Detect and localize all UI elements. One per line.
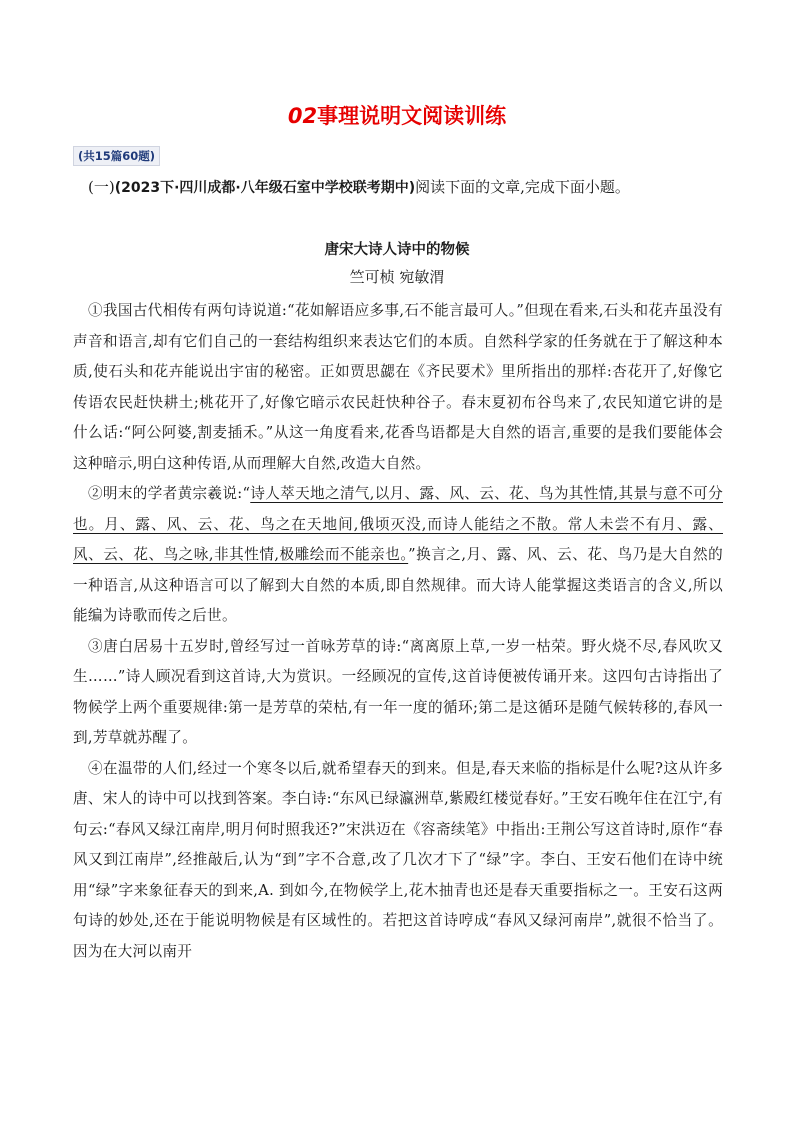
intro-prefix: (一) — [88, 178, 115, 196]
paragraph-2-tail: ”换言之,月、露、风、云、花、鸟乃是大自然的一种语言,从这种语言可以了解到大自然的本质,即自然规律。而大诗人能掌握这类语言的含义,所以能编为诗歌而传之后世。 — [73, 546, 723, 624]
paragraph-2-lead: ②明末的学者黄宗羲说:“ — [88, 485, 251, 502]
article-title: 唐宋大诗人诗中的物候 — [324, 242, 470, 258]
page-title — [0, 100, 794, 130]
intro-source: (2023下·四川成都·八年级石室中学校联考期中) — [114, 180, 416, 196]
paragraph-2 — [73, 479, 723, 632]
paragraph-4: ④在温带的人们,经过一个寒冬以后,就希望春天的到来。但是,春天来临的指标是什么呢?这从许多唐、宋人的诗中可以找到答案。李白诗:“东风已绿瀛洲草,紫殿红楼觉春好。”王安石晚年住在江宁,有句云:“春风又绿江南岸,明月何时照我还?”宋洪迈在《容斋续笔》中指出:王荆公写这首诗时,原作“春风又到江南岸”,经推敲后,认为“到”字不合意,改了几次才下了“绿”字。李白、王安石他们在诗中统用“绿”字来象征春天的到来,A. 到如今,在物候学上,花木抽青也还是春天重要指标之一。王安石这两句诗的妙处,还在于能说明物候是有区域性的。若把这首诗哼成“春风又绿河南岸”,就很不恰当了。因为在大河以南开 — [73, 759, 723, 960]
question-count-badge: (共15篇60题) — [73, 146, 160, 166]
article-body — [73, 296, 723, 967]
article-authors: 竺可桢 宛敏渭 — [349, 268, 445, 286]
intro-instruction: 阅读下面的文章,完成下面小题。 — [415, 178, 630, 196]
question-intro — [73, 172, 721, 203]
paragraph-2-underlined-quote: 诗人萃天地之清气,以月、露、风、云、花、鸟为其性情,其景与意不可分也。月、露、风、云、花、鸟之在天地间,俄顷灭没,而诗人能结之不散。常人未尝不有月、露、风、云、花、鸟之咏,非其性情,极雕绘而不能亲也。 — [73, 485, 723, 563]
paragraph-3: ③唐白居易十五岁时,曾经写过一首咏芳草的诗:“离离原上草,一岁一枯荣。野火烧不尽,春风吹又生……”诗人顾况看到这首诗,大为赏识。一经顾况的宣传,这首诗便被传诵开来。这四句古诗指出了物候学上两个重要规律:第一是芳草的荣枯,有一年一度的循环;第二是这循环是随气候转移的,春风一到,芳草就苏醒了。 — [73, 637, 723, 746]
paragraph-1: ①我国古代相传有两句诗说道:“花如解语应多事,石不能言最可人。”但现在看来,石头和花卉虽没有声音和语言,却有它们自己的一套结构组织来表达它们的本质。自然科学家的任务就在于了解这种本质,使石头和花卉能说出宇宙的秘密。正如贾思勰在《齐民要术》里所指出的那样:杏花开了,好像它传语农民赶快耕土;桃花开了,好像它暗示农民赶快种谷子。春末夏初布谷鸟来了,农民知道它讲的是什么话:“阿公阿婆,割麦插禾。”从这一角度看来,花香鸟语都是大自然的语言,重要的是我们要能体会这种暗示,明白这种传语,从而理解大自然,改造大自然。 — [73, 302, 723, 472]
title-number: 02 — [287, 104, 318, 128]
title-text: 事理说明文阅读训练 — [317, 104, 507, 128]
